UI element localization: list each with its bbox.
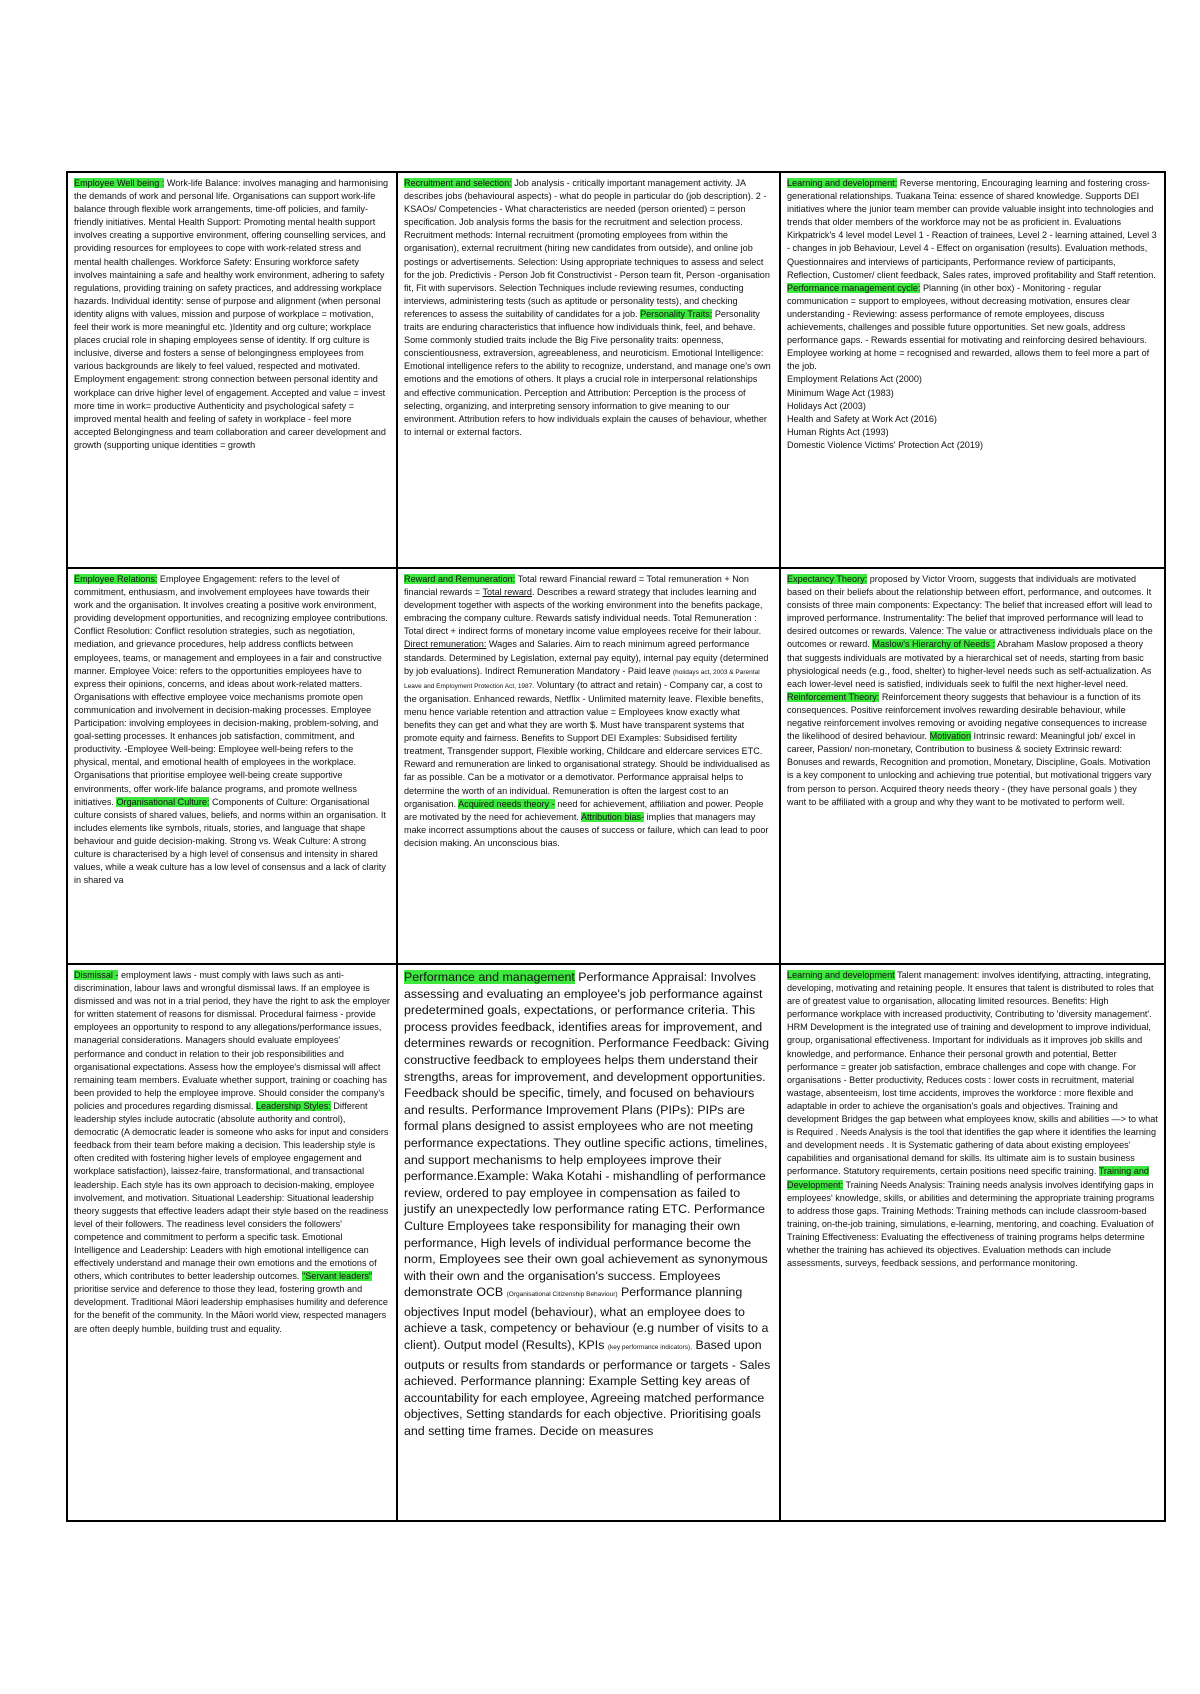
heading-performance-cycle: Performance management cycle: <box>787 282 921 293</box>
cell-learning-development-2 <box>780 964 1165 1521</box>
notes-grid <box>66 171 1166 1522</box>
heading-leadership-styles: Leadership Styles: <box>255 1100 331 1111</box>
wellbeing-text: Work-life Balance: involves managing and harmonising the demands of work and personal life. Organisations can support work-life balance through flexible work arrangements, time-off policies, and family-friendly initiatives. Mental Health Support: Promoting mental health support involves creating a supportive environment, offering counselling services, and providing resources for employees to cope with work-related stress and mental health challenges. Workforce Safety: Ensuring workforce safety involves maintaining a safe and healthy work environment, adhering to safety regulations, providing training on safety practices, and addressing workplace hazards. Individual identity: sense of purpose and alignment (when personal identity aligns with values, mission and purpose of workplace = motivation, feel their work is more meaningful etc. )Identity and org culture; workplace places crucial role in shaping employees sense of identity. If org culture is inclusive, diverse and fosters a sense of belongingness employees from various backgrounds are likely to feel valued, respected and motivated. Employment engagement: strong connection between personal identity and workplace can drive higher level of engagement. Accepted and value = invest more time in work= productive Authenticity and psychological safety = improved mental health and feeling of safety in workplace - feel more accepted Belongingness and team collaboration and career development and growth (supporting unique identities = growth <box>74 178 389 450</box>
heading-personality-traits: Personality Traits: <box>640 308 713 319</box>
learning-text: Reverse mentoring, Encouraging learning and fostering cross-generational relationships. Tuakana Teina: essence of shared knowledge. Supports DEI initiatives where the junior team member can provide valuable insight into technologies and trends that older members of the workforce may not be as proficient in. Evaluations Kirkpatrick's 4 level model Level 1 - Reaction of trainees, Level 2 - learning attained, Level 3 - changes in job Behaviour, Level 4 - Effect on organisation (results). Evaluation methods, Questionnaires and interviews of participants, Performance review of participants, Reflection, Customer/ client feedback, Sales rates, improved profitability and Staff retention. <box>787 178 1157 280</box>
recruitment-text: Job analysis - critically important management activity. JA describes jobs (behavioural aspects) - what do people in particular do (job description). 2 - KSAOs/ Competencies - What characteristics are needed (person oriented) = person specification. Job analysis forms the basis for the recruitment and selection process. Recruitment methods: Internal recruitment (promoting employees from within the organisation), external recruitment (hiring new candidates from outside), and online job postings or advertisements. Selection: Using appropriate techniques to assess and select for the job. Predictivis - Person Job fit Constructivist - Person team fit, Person -organisation fit, Fit with supervisors. Selection Techniques include reviewing resumes, conducting interviews, administering tests (such as aptitude or personality tests), and checking references to assess the suitability of candidates for a job. <box>404 178 770 319</box>
cell-dismissal <box>67 964 397 1521</box>
acquired-needs-text: need for achievement, affiliation and power. People are motivated by the need for achievement. <box>404 798 764 822</box>
heading-expectancy-theory: Expectancy Theory: <box>787 574 868 584</box>
servant-leaders-text: prioritise service and deference to those they lead, fostering growth and development. Traditional Māori leadership emphasises humility and deference for the benefit of the community. In the Māori world view, respected managers are often deeply humble, building trust and equality. <box>74 1284 388 1334</box>
law-item: Minimum Wage Act (1983) <box>787 387 894 398</box>
reward-text: Total reward Financial reward = Total remuneration + Non financial rewards = <box>404 574 749 598</box>
direct-remuneration-term: Direct remuneration: <box>404 639 487 650</box>
leadership-text: Different leadership styles include autocratic (absolute authority and control), democratic (A democratic leader is someone who asks for input and considers feedback from their team before making a decision. This leadership style is often credited with fostering higher levels of employee engagement and workplace satisfaction), laissez-faire, transformational, and transactional leadership. Each style has its own approach to decision-making, employee involvement, and motivation. Situational Leadership: Situational leadership theory suggests that effective leaders adapt their style based on the readiness level of their followers. The readiness level considers the followers' competence and commitment to perform a specific task. Emotional Intelligence and Leadership: Leaders with high emotional intelligence can effectively understand and manage their own emotions and the emotions of others, which contributes to better leadership outcomes. <box>74 1100 389 1282</box>
heading-motivation: Motivation <box>929 731 972 742</box>
grid-row <box>67 568 1165 964</box>
law-item: Holidays Act (2003) <box>787 400 866 411</box>
reward-text: Wages and Salaries. Aim to reach minimum agreed performance standards. Determined by Legislation, external pay equity), internal pay equity (determined by job evaluations). Indirect Remuneration Mandatory - Paid leave <box>404 639 769 676</box>
grid-row <box>67 964 1165 1521</box>
expectancy-text: proposed by Victor Vroom, suggests that individuals are motivated based on their beliefs about the relationship between effort, performance, and outcomes. It consists of three main components: Expectancy: The belief that increased effort will lead to improved performance. Instrumentality: The belief that improved performance will lead to desired outcomes or rewards. Valence: The value or attractiveness individuals place on the outcomes or reward. <box>787 574 1153 650</box>
performance-text: Performance Appraisal: Involves assessing and evaluating an employee's job performance against predetermined goals, expectations, or performance criteria. This process provides feedback, identifies areas for improvement, and determines rewards or recognition. Performance Feedback: Giving constructive feedback to employees helps them understand their strengths, areas for improvement, and development opportunities. Feedback should be specific, timely, and focused on behaviours and results. Performance Improvement Plans (PIPs): PIPs are formal plans designed to assist employees who are not meeting performance expectations. They outline specific actions, timelines, and support mechanisms to help employees improve their performance.Example: Waka Kotahi - mishandling of performance review, ordered to pay employee in compensation as failed to justify an unexpectedly low performance rating ETC. Performance Culture Employees take responsibility for managing their own performance, High levels of individual performance become the norm, Employees see their own goal achievement as synonymous with their own and the organisation's success. Employees demonstrate OCB <box>404 970 770 1300</box>
heading-attribution-bias: Attribution bias- <box>580 811 645 822</box>
heading-dismissal: Dismissal - <box>74 970 119 980</box>
attribution-bias-text: implies that managers may make incorrect assumptions about the causes of success or failure, which can lead to poor decision making. An unconscious bias. <box>404 811 769 848</box>
dismissal-text: employment laws - must comply with laws such as anti-discrimination, labour laws and wrongful dismissal laws. If an employee is dismissed and was not in a trial period, they have the right to ask the employer for written statement of reasons for dismissal. Procedural fairness - provide employees an opportunity to respond to any allegations/performance issues, managerial considerations. Managers should evaluate employees' performance and conduct in relation to their job responsibilities and organisational expectations. Assess how the employee's dismissal will affect remaining team members. Evaluate whether support, training or coaching has been provided to help the employee improve. Should consider the company's policies and procedures regarding dismissal. <box>74 970 390 1111</box>
heading-employee-relations: Employee Relations: <box>74 574 158 584</box>
legislation-note: (holidays act, 2003 & Parental Leave and Employment Protection Act, 1987. <box>404 668 760 690</box>
heading-recruitment: Recruitment and selection: <box>404 178 512 188</box>
heading-learning-development: Learning and development: <box>787 178 898 188</box>
heading-reward: Reward and Remuneration: <box>404 574 516 584</box>
total-reward-term: Total reward <box>482 587 532 598</box>
law-list <box>787 373 1158 452</box>
reinforcement-text: Reinforcement theory suggests that behaviour is a function of its consequences. Positive reinforcement involves rewarding desirable behaviour, while negative reinforcement involves removing or avoiding negative consequences to increase the likelihood of desired behaviour. <box>787 691 1147 742</box>
heading-servant-leaders: "Servant leaders" <box>301 1271 373 1282</box>
relations-text: Employee Engagement: refers to the level of commitment, enthusiasm, and involvement employees have towards their work and the organisation. It involves creating a positive work environment, providing development opportunities, and recognizing employee contributions. Conflict Resolution: Conflict resolution strategies, such as negotiation, mediation, and grievance procedures, help address conflicts between employees, teams, or management and employees in a fair and constructive manner. Employee Voice: refers to the opportunities employees have to express their opinions, concerns, and ideas about work-related matters. Organisations with effective employee voice mechanisms promote open communication and involvement in decision-making processes. Employee Participation: involving employees in decision-making, problem-solving, and goal-setting processes. It enhances job satisfaction, commitment, and productivity. -Employee Well-being: Employee well-being refers to the physical, mental, and emotional health of employees in the workplace. Organisations that prioritise employee well-being create supportive environments, offer work-life balance programs, and promote wellness initiatives. <box>74 574 388 807</box>
cell-expectancy-theory <box>780 568 1165 964</box>
law-item: Employment Relations Act (2000) <box>787 374 922 385</box>
heading-learning-development: Learning and development <box>787 970 895 980</box>
reward-text: . Describes a reward strategy that includes learning and development together with aspects of the working environment into the benefits package, embracing the company culture. Rewards satisfy individual needs. Total Remuneration : Total direct + indirect forms of monetary income value employees receive for their labour. <box>404 587 763 637</box>
kpi-note: (key performance indicators), <box>607 1344 693 1352</box>
personality-text: Personality traits are enduring characteristics that influence how individuals think, feel, and behave. Some commonly studied traits include the Big Five personality traits: openness, conscientiousness, extraversion, agreeableness, and neuroticism. Emotional Intelligence: Emotional intelligence refers to the ability to recognize, understand, and manage one's own emotions and the emotions of others. It plays a crucial role in interpersonal relationships and effective communication. Perception and Attribution: Perception is the process of selecting, organizing, and interpreting sensory information to give meaning to our environment. Attribution refers to how individuals explain the causes of behaviour, whether to internal or external factors. <box>404 308 771 437</box>
heading-training-development: Training and Development: <box>787 1166 1149 1190</box>
law-item: Domestic Violence Victims' Protection Act (2019) <box>787 439 983 450</box>
performance-cycle-text: Planning (in other box) - Monitoring - regular communication = support to employees, without decreasing motivation, ensures clear understanding - Reviewing: assess performance of remote employees, discuss achievements, challenges and possible future opportunities. Set new goals, address performance gaps. - Rewards essential for motivating and reinforcing desired behaviours. Employee working at home = recognised and rewarded, allows them to feel more a part of the job. <box>787 282 1150 372</box>
cell-employee-wellbeing <box>67 172 397 568</box>
performance-text: Based upon outputs or results from standards or performance or targets - Sales achieved. Performance planning: Example Setting key areas of accountability for each employee, Agreeing matched performance objectives, Setting standards for each objective. Prioritising goals and setting time frames. Decide on measures <box>404 1338 771 1439</box>
heading-organisational-culture: Organisational Culture: <box>116 796 210 807</box>
cell-employee-relations <box>67 568 397 964</box>
cell-learning-development-1 <box>780 172 1165 568</box>
heading-maslow: Maslow's Hierarchy of Needs : <box>872 639 995 650</box>
law-item: Human Rights Act (1993) <box>787 426 889 437</box>
reward-text: Voluntary (to attract and retain) - Company car, a cost to the organisation. Enhanced rewards, Netflix - Unlimited maternity leave. Flexible benefits, menu hence variable retention and attraction value = Employees know exactly what benefits they can get and what they are worth $. Must have transparent systems that promote equity and fairness. Benefits to Support DEI Examples: Subsidised fertility treatment, Transgender support, Flexible working, Childcare and eldercare services ETC. Reward and remuneration are linked to organisational strategy. Should be individualised as far as possible. Can be a motivator or a demotivator. Performance appraisal helps to determine the worth of an individual. Remuneration is often the largest cost to an organisation. <box>404 679 770 809</box>
talent-text: Talent management: involves identifying, attracting, integrating, developing, motivating and retaining people. It ensures that talent is distributed to roles that are of greatest value to organisation, allocating limited resources. Benefits: High performance workplace with increased productivity, Contributing to 'diversity management'. HRM Development is the integrated use of training and development to improve individual, group, organisational effectiveness. Important for individuals as it improves job skills and knowledge, and performance. Enhance their personal growth and potential, Better performance = greater job satisfaction, embrace challenges and cope with change. For organisations - Better productivity, Reduces costs : lower costs in recruitment, material wastage, absenteeism, lost time accidents, improves the workforce : more flexible and adaptable in order to achieve the organisation's goals and objectives. Training and development Bridges the gap between what employees know, skills and abilities —> to what is Required . Needs Analysis is the tool that identifies the gap where it identifies the learning and development needs . It is Systematic gathering of data about existing employees' capabilities and organisational demand for skills. Its ultimate aim is to sustain business performance. Statutory requirements, certain positions need specific training. <box>787 970 1158 1177</box>
heading-reinforcement-theory: Reinforcement Theory: <box>787 691 880 702</box>
grid-row <box>67 172 1165 568</box>
cell-recruitment <box>397 172 780 568</box>
training-text: Training Needs Analysis: Training needs analysis involves identifying gaps in employees' knowledge, skills, or abilities and determining the appropriate training programs to address those gaps. Training Methods: Training methods can include classroom-based training, on-the-job training, simulations, e-learning, mentoring, and coaching. Evaluation of Training Effectiveness: Evaluating the effectiveness of training programs helps determine whether the training has achieved its objectives. Evaluation methods can include assessments, surveys, feedback sessions, and performance monitoring. <box>787 1179 1155 1269</box>
performance-text: Performance planning objectives Input model (behaviour), what an employee does to achieve a task, competency or behaviour (e.g number of visits to a client). Output model (Results), KPIs <box>404 1285 769 1353</box>
cell-reward-remuneration <box>397 568 780 964</box>
heading-acquired-needs: Acquired needs theory - <box>458 798 555 809</box>
ocb-note: (Organisational Citizenship Behaviour) <box>506 1291 618 1299</box>
heading-employee-wellbeing: Employee Well being : <box>74 178 165 188</box>
cell-performance-management <box>397 964 780 1521</box>
motivation-text: Intrinsic reward: Meaningful job/ excel in career, Passion/ non-monetary, Contribution to business & society Extrinsic reward: Bonuses and rewards, Recognition and promotion, Monetary, Discipline, Goals. Motivation is a key component to unlocking and achieving true potential, but motivational triggers vary from person to person. Acquired theory needs theory - (they have personal goals ) they want to be affiliated with a group and why they want to be motivated to perform well. <box>787 731 1152 807</box>
maslow-text: Abraham Maslow proposed a theory that suggests individuals are motivated by a hierarchical set of needs, starting from basic physiological needs (e.g., food, shelter) to higher-level needs such as self-actualization. As each lower-level need is satisfied, individuals seek to fulfil the next higher-level need. <box>787 639 1152 689</box>
culture-text: Components of Culture: Organisational culture consists of shared values, beliefs, and norms within an organisation. It includes elements like symbols, rituals, stories, and language that shape behaviour and guide decision-making. Strong vs. Weak Culture: A strong culture is characterised by a high level of consensus and intensity in shared values, while a weak culture has a low level of consensus and a lack of clarity in shared va <box>74 796 386 886</box>
heading-performance-management: Performance and management <box>404 970 575 984</box>
law-item: Health and Safety at Work Act (2016) <box>787 413 937 424</box>
